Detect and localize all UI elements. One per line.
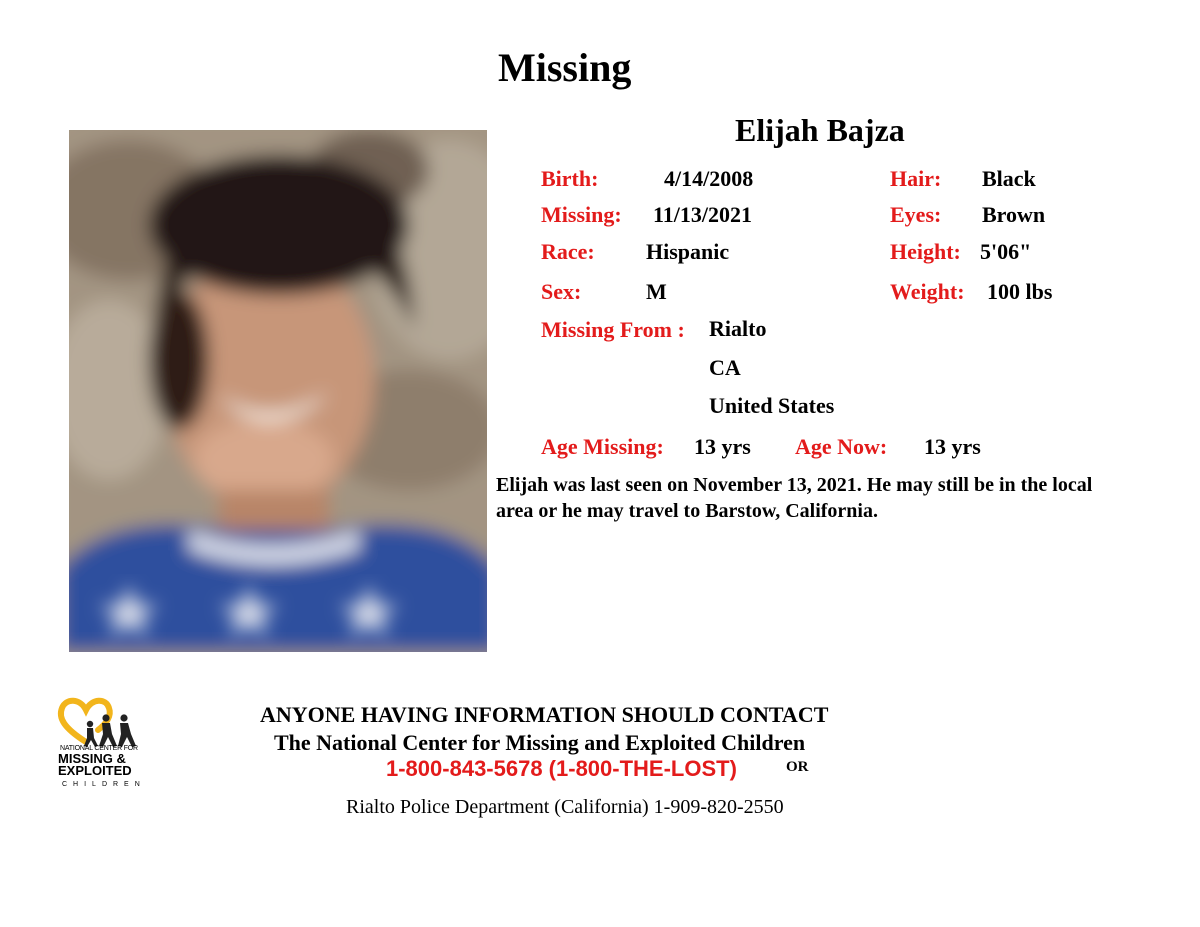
sex-value: M: [646, 279, 667, 304]
logo-org-line: NATIONAL CENTER FOR: [60, 745, 138, 752]
logo-missing-text: MISSING &: [58, 751, 126, 766]
child-name: Elijah Bajza: [735, 112, 905, 148]
hotline-number: 1-800-843-5678 (1-800-THE-LOST): [386, 756, 737, 781]
weight-label: Weight:: [890, 279, 965, 304]
police-contact: Rialto Police Department (California) 1-909-820-2550: [346, 796, 784, 818]
missing-from-country: United States: [709, 393, 835, 418]
missing-from-state: CA: [709, 355, 741, 380]
logo-missing-line: [58, 753, 132, 777]
contact-heading: ANYONE HAVING INFORMATION SHOULD CONTACT: [260, 702, 829, 727]
sex-label: Sex:: [541, 279, 582, 304]
missing-from-city: Rialto: [709, 316, 767, 341]
age-missing-value: 13 yrs: [694, 434, 751, 459]
weight-value: 100 lbs: [987, 279, 1053, 304]
ncmec-logo: [54, 694, 154, 794]
age-missing-label: Age Missing:: [541, 434, 664, 459]
logo-exploited-text: EXPLOITED: [58, 763, 132, 778]
age-now-label: Age Now:: [795, 434, 888, 459]
race-label: Race:: [541, 239, 595, 264]
circumstances-description: Elijah was last seen on November 13, 2021. He may still be in the local area or he may travel to Barstow, California.: [496, 474, 1093, 522]
race-value: Hispanic: [646, 239, 730, 264]
eyes-label: Eyes:: [890, 202, 942, 227]
birth-value: 4/14/2008: [664, 166, 754, 191]
missing-date-value: 11/13/2021: [653, 202, 753, 227]
missing-child-photo: [69, 130, 487, 652]
page-title: Missing: [498, 45, 632, 90]
contact-organization: The National Center for Missing and Exploited Children: [274, 730, 806, 755]
height-label: Height:: [890, 239, 961, 264]
photo-illustration: [69, 130, 487, 652]
birth-label: Birth:: [541, 166, 599, 191]
or-separator: OR: [786, 759, 809, 775]
hair-value: Black: [982, 166, 1036, 191]
hair-label: Hair:: [890, 166, 942, 191]
logo-children-line: CHILDREN: [62, 781, 146, 788]
age-now-value: 13 yrs: [924, 434, 981, 459]
height-value: 5'06": [980, 239, 1032, 264]
missing-date-label: Missing:: [541, 202, 622, 227]
missing-from-label: Missing From :: [541, 317, 685, 342]
eyes-value: Brown: [982, 202, 1046, 227]
